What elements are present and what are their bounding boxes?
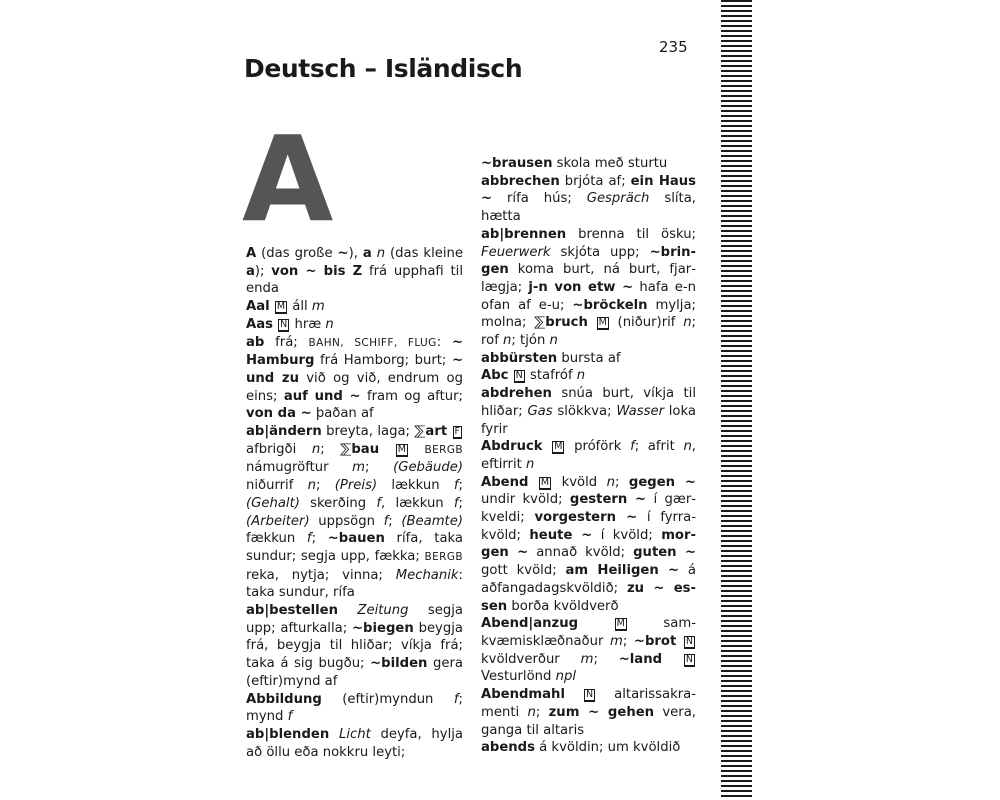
italic-label: n <box>683 315 692 331</box>
italic-label: f <box>376 495 382 511</box>
dictionary-entry <box>481 173 696 226</box>
entry-text: rífa, taka sundur; segja upp, fækka; <box>246 531 464 564</box>
entry-text: (niður)rif <box>609 315 684 331</box>
italic-label: f <box>453 495 459 511</box>
entry-text: breyta, laga; <box>321 424 415 440</box>
italic-label: n <box>606 474 615 490</box>
bold-phrase: von da ~ <box>246 406 312 422</box>
italic-label: (Arbeiter) <box>246 513 310 529</box>
headword: Abc <box>481 368 509 384</box>
entry-text: fram og aftur; <box>360 388 463 404</box>
entry-text: ; mynd <box>246 691 463 725</box>
entry-text <box>578 616 614 631</box>
entry-text: slökkva; <box>552 403 617 419</box>
entry-text <box>379 442 395 457</box>
entry-text: loka fyrir <box>481 403 696 437</box>
entry-text <box>588 315 596 330</box>
italic-label: n <box>325 316 334 332</box>
headword: Abdruck <box>481 439 543 455</box>
entry-text: hafa e-n ofan af e-u; <box>481 279 696 313</box>
italic-label: f <box>306 531 312 547</box>
entry-text: ); <box>254 263 272 279</box>
entry-text: kvöldverður <box>481 651 581 667</box>
entry-text: á kvöldin; um kvöldið <box>534 740 681 756</box>
italic-label: Mechanik <box>395 567 459 583</box>
entry-text: við og við, endrum og eins; <box>246 370 463 404</box>
entry-text: gott kvöld; <box>481 563 566 579</box>
italic-label: f <box>453 478 459 494</box>
dictionary-entry <box>481 474 696 616</box>
entry-text: snúa burt, víkja til hliðar; <box>481 386 696 419</box>
entry-text: : taka sundur, rífa <box>246 567 463 601</box>
entry-text: lækkun <box>377 478 454 494</box>
dictionary-entry <box>481 350 696 368</box>
entry-text: í gærkveldi; <box>481 492 697 526</box>
entry-text: ; <box>320 441 341 457</box>
entry-text: námugröftur <box>246 460 353 476</box>
entry-text: afbrigði <box>246 441 312 457</box>
field-label: BERGB <box>424 443 464 456</box>
entry-text: bursta af <box>557 350 621 366</box>
italic-label: n <box>549 333 558 349</box>
bold-phrase: heute ~ <box>529 527 593 543</box>
entry-text: hræ <box>290 316 326 332</box>
headword: Aal <box>246 299 270 315</box>
entry-text: rífa hús; <box>492 191 587 207</box>
bold-phrase: a <box>246 263 255 279</box>
entry-text: próförk <box>565 439 631 455</box>
bold-phrase: ⅀art <box>414 424 448 440</box>
italic-label: f <box>383 513 389 529</box>
italic-label: Feuerwerk <box>481 244 551 260</box>
entry-text <box>447 424 451 439</box>
entry-text: Vesturlönd <box>481 669 556 685</box>
headword: abbürsten <box>481 350 558 366</box>
italic-label: n <box>311 441 321 457</box>
entry-text: annað kvöld; <box>528 545 634 561</box>
entry-text <box>528 475 537 490</box>
dictionary-entry <box>246 602 463 691</box>
italic-label: (Preis) <box>334 478 378 494</box>
entry-text: ; <box>311 531 328 547</box>
bold-phrase: am Heiligen ~ <box>565 563 680 579</box>
entry-text: , lækkun <box>381 495 454 511</box>
entry-text: ; rof <box>481 315 696 349</box>
gender-box: M <box>397 443 406 455</box>
entry-text: deyfa, hylja að öllu eða nokkru leyti; <box>246 726 463 760</box>
headword: Abendmahl <box>481 687 565 703</box>
entry-text: (das kleine <box>385 246 463 261</box>
bold-phrase: ~bilden <box>370 656 428 672</box>
entry-text: segja upp; afturkalla; <box>246 603 463 636</box>
bold-phrase: zum ~ gehen <box>548 704 655 720</box>
italic-label: Gespräch <box>586 191 650 207</box>
headword: Abend <box>481 474 529 490</box>
entry-text: ; <box>388 513 402 529</box>
italic-label: npl <box>555 669 576 685</box>
entry-text: ; <box>316 478 335 494</box>
headword: A <box>246 246 257 261</box>
dictionary-entry <box>481 739 696 757</box>
entry-text: beygja frá, beygja til hliðar; víkja frá; taka á sig bugðu; <box>246 620 463 672</box>
italic-label: n <box>503 333 512 349</box>
entry-text: frá; <box>264 334 309 350</box>
gender-box: M <box>616 618 625 630</box>
field-label: BAHN, SCHIFF, FLUG <box>308 336 437 349</box>
entry-text: í kvöld; <box>592 527 662 543</box>
dictionary-entry <box>246 245 463 298</box>
bold-phrase: ~bringen <box>481 244 696 278</box>
italic-label: n <box>376 246 386 261</box>
page-number: 235 <box>659 38 688 56</box>
entry-text: altarissakramenti <box>481 687 696 720</box>
bold-phrase: ~ <box>337 246 349 261</box>
entry-text: ; <box>458 495 463 511</box>
headword: Abend|anzug <box>481 616 579 632</box>
entry-text: á aðfangadagskvöldið; <box>481 563 697 596</box>
entry-text: ; <box>614 474 629 490</box>
headword: ab|bestellen <box>246 603 339 619</box>
entry-text <box>565 687 583 702</box>
entry-text: reka, nytja; vinna; <box>246 567 396 583</box>
entry-text: áll <box>288 299 312 315</box>
entry-text: slíta, hætta <box>481 191 696 225</box>
italic-label: m <box>610 633 623 649</box>
bold-phrase: ~biegen <box>352 620 414 636</box>
entry-text: (das große <box>256 246 338 261</box>
entry-text <box>409 442 425 457</box>
italic-label: n <box>526 456 535 472</box>
gender-box: F <box>454 426 460 438</box>
entry-text <box>329 727 339 742</box>
dictionary-entry <box>246 316 463 334</box>
entry-text: ; afrit <box>634 439 684 455</box>
italic-label: f <box>630 439 635 455</box>
left-column <box>246 245 463 761</box>
entry-text: fækkun <box>246 531 307 547</box>
entry-text <box>270 299 274 314</box>
bold-phrase: j-n von etw ~ <box>528 279 634 295</box>
entry-text <box>662 652 683 667</box>
entry-text: þaðan af <box>311 406 374 422</box>
bold-phrase: ~bauen <box>327 531 385 547</box>
entry-text: skerðing <box>299 495 377 511</box>
dictionary-entry <box>481 367 696 385</box>
italic-label: (Beamte) <box>401 513 463 529</box>
bold-phrase: gestern ~ <box>569 492 647 508</box>
dictionary-entry <box>481 615 696 686</box>
entry-text: skjóta upp; <box>550 244 650 260</box>
entry-text: ; <box>593 651 619 667</box>
italic-label: Gas <box>527 403 553 419</box>
page-title: Deutsch – Isländisch <box>244 54 523 83</box>
bold-phrase: ~ und zu <box>246 353 463 386</box>
bold-phrase: auf und ~ <box>283 388 361 404</box>
entry-text: brjóta af; <box>559 173 631 189</box>
entry-text: frá Hamborg; burt; <box>314 353 452 369</box>
bold-phrase: ein Haus ~ <box>481 173 696 207</box>
entry-text: mylja; molna; <box>481 297 696 331</box>
headword: ab|ändern <box>246 424 322 440</box>
italic-label: n <box>307 478 317 494</box>
italic-label: Wasser <box>616 403 665 419</box>
entry-text: brenna til ösku; <box>566 226 696 242</box>
entry-text: samkvæmisklæðnaður <box>481 616 696 649</box>
entry-text: frá upphafi til enda <box>246 263 463 297</box>
italic-label: m <box>580 651 594 667</box>
headword: abbrechen <box>481 173 560 189</box>
headword: abends <box>481 740 535 756</box>
thumb-index-edge <box>721 0 752 800</box>
headword: Aas <box>246 316 273 332</box>
dictionary-entry <box>481 385 696 438</box>
bold-phrase: ~land <box>618 651 663 667</box>
bold-phrase: ⅀bau <box>340 441 380 457</box>
bold-phrase: morgen ~ <box>481 527 696 561</box>
entry-text: niðurrif <box>246 478 308 494</box>
entry-text: skola með sturtu <box>552 156 668 171</box>
bold-phrase: ~ Hamburg <box>246 334 463 369</box>
gender-box: N <box>685 635 693 647</box>
dictionary-entry <box>246 726 463 761</box>
italic-label: f <box>453 691 459 707</box>
bold-phrase: von ~ bis Z <box>271 263 363 279</box>
gender-box: N <box>280 318 288 330</box>
entry-text <box>508 368 512 383</box>
headword: ab|blenden <box>246 726 330 742</box>
italic-label: n <box>527 704 536 720</box>
italic-label: (Gebäude) <box>393 460 463 476</box>
bold-phrase: guten ~ <box>633 545 697 561</box>
entry-text: ; <box>458 478 463 494</box>
gender-box: M <box>276 301 286 313</box>
italic-label: m <box>352 460 366 476</box>
entry-text: undir kvöld; <box>481 492 570 508</box>
gender-box: M <box>554 441 563 453</box>
bold-phrase: zu ~ essen <box>481 580 696 614</box>
entry-text <box>676 634 683 649</box>
italic-label: m <box>311 299 325 315</box>
headword: ab|brennen <box>481 226 567 242</box>
italic-label: Licht <box>338 726 371 742</box>
entry-text: ; <box>622 633 634 649</box>
dictionary-entry <box>246 334 463 424</box>
entry-text <box>338 603 357 618</box>
entry-text: (eftir)myndun <box>321 691 454 707</box>
entry-text: koma burt, ná burt, fjarlægja; <box>481 262 696 295</box>
gender-box: M <box>540 476 550 488</box>
entry-text: ; <box>535 704 549 720</box>
italic-label: f <box>287 709 293 725</box>
entry-text: : <box>436 334 452 350</box>
bold-phrase: a <box>362 246 372 261</box>
dictionary-entry <box>481 155 696 173</box>
bold-phrase: vorgestern ~ <box>534 510 638 526</box>
gender-box: N <box>586 689 594 701</box>
entry-text: í fyrrakvöld; <box>481 510 696 543</box>
entry-text: , eftirrit <box>481 439 696 472</box>
section-letter: A <box>242 110 332 248</box>
italic-label: n <box>576 368 586 384</box>
entry-text: ; tjón <box>511 333 550 349</box>
dictionary-entry <box>246 691 463 726</box>
entry-text: borða kvöldverð <box>507 598 619 614</box>
bold-phrase: ~bröckeln <box>572 297 648 313</box>
entry-text <box>543 439 552 454</box>
entry-text: gera (eftir)mynd af <box>246 656 463 689</box>
bold-phrase: ~brot <box>633 633 677 649</box>
field-label: BERGB <box>424 550 463 563</box>
gender-box: N <box>515 370 523 382</box>
dictionary-entry <box>481 226 696 350</box>
headword: abdrehen <box>481 386 552 402</box>
gender-box: N <box>685 653 693 665</box>
dictionary-entry <box>481 438 696 473</box>
italic-label: (Gehalt) <box>246 495 300 511</box>
entry-text: stafróf <box>525 368 577 384</box>
italic-label: n <box>683 439 692 455</box>
bold-phrase: gegen ~ <box>628 474 696 490</box>
headword: ab <box>246 334 265 350</box>
headword: ~brausen <box>481 156 553 171</box>
gender-box: M <box>598 317 607 329</box>
entry-text: kvöld <box>552 474 607 490</box>
headword: Abbildung <box>246 691 322 707</box>
bold-phrase: ⅀bruch <box>534 315 588 331</box>
entry-text <box>273 317 277 332</box>
dictionary-entry <box>246 423 463 602</box>
entry-text: vera, ganga til altaris <box>481 704 696 738</box>
dictionary-entry <box>481 686 696 739</box>
right-column <box>481 155 696 757</box>
entry-text: ), <box>348 246 363 261</box>
italic-label: Zeitung <box>357 603 409 619</box>
entry-text: uppsögn <box>309 513 384 529</box>
entry-text: ; <box>365 460 394 476</box>
dictionary-entry <box>246 298 463 316</box>
